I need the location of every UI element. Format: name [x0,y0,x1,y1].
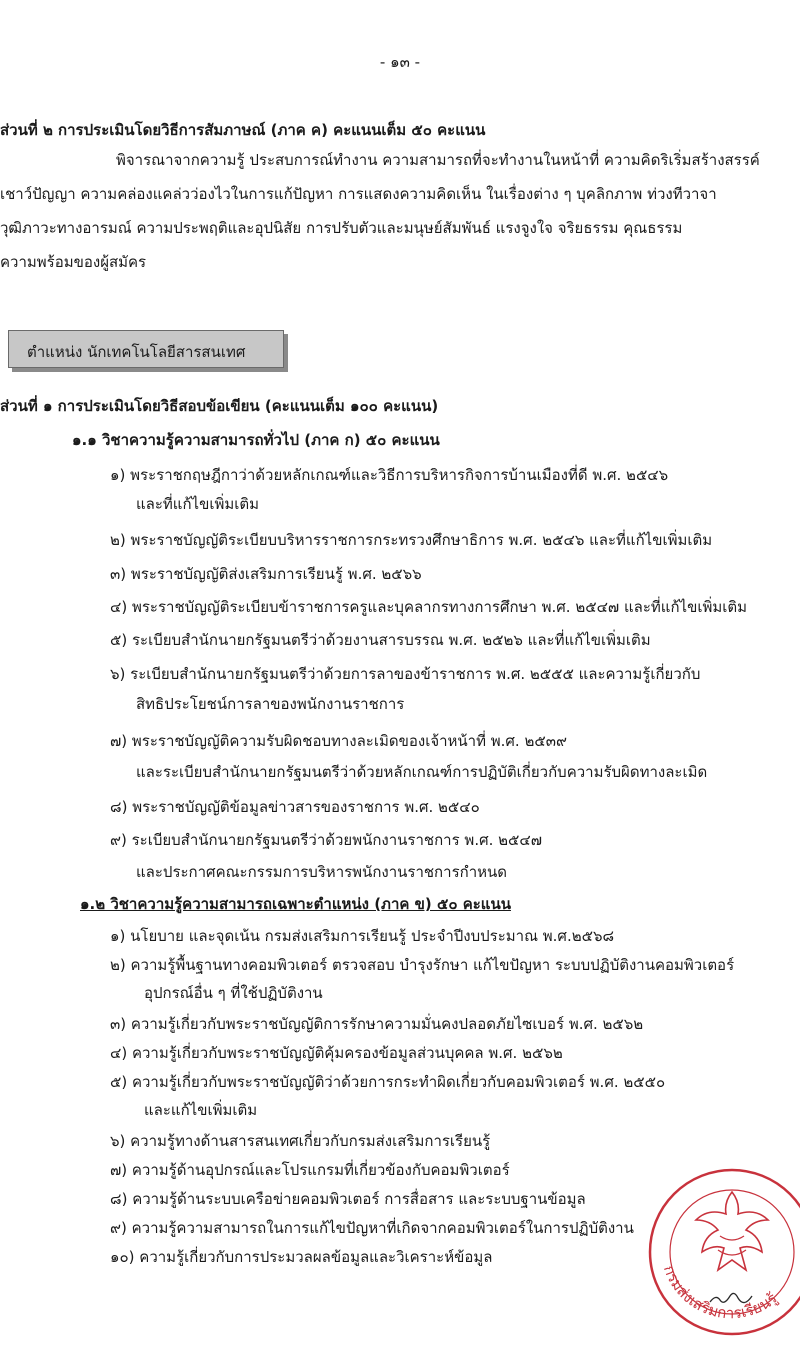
sub2-item-2-cont: อุปกรณ์อื่น ๆ ที่ใช้ปฏิบัติงาน [144,984,323,1002]
official-seal-icon [640,1160,800,1340]
sub2-heading: ๑.๒ วิชาความรู้ความสามารถเฉพาะตำแหน่ง (ภาค ข) ๕๐ คะแนน [80,895,511,913]
sub1-item-2: ๒) พระราชบัญญัติระเบียบบริหารราชการกระทรวงศึกษาธิการ พ.ศ. ๒๕๔๖ และที่แก้ไขเพิ่มเติม [110,531,713,549]
page-number: - ๑๓ - [379,53,421,71]
sub2-item-4: ๔) ความรู้เกี่ยวกับพระราชบัญญัติคุ้มครองข้อมูลส่วนบุคคล พ.ศ. ๒๕๖๒ [110,1044,563,1062]
sub1-item-9-cont: และประกาศคณะกรรมการบริหารพนักงานราชการกำหนด [136,863,508,881]
seal-text: กรมส่งเสริมการเรียนรู้ [659,1262,781,1323]
sub1-item-8: ๘) พระราชบัญญัติข้อมูลข่าวสารของราชการ พ.ศ. ๒๕๔๐ [110,798,480,816]
sub1-item-1-cont: และที่แก้ไขเพิ่มเติม [136,495,260,513]
sub1-item-9: ๙) ระเบียบสำนักนายกรัฐมนตรีว่าด้วยพนักงานราชการ พ.ศ. ๒๕๔๗ [110,831,543,849]
sub1-item-4: ๔) พระราชบัญญัติระเบียบข้าราชการครูและบุคลากรทางการศึกษา พ.ศ. ๒๕๔๗ และที่แก้ไขเพิ่มเติม [110,598,747,616]
sub1-item-6-cont: สิทธิประโยชน์การลาของพนักงานราชการ [136,695,405,713]
section1-heading: ส่วนที่ ๑ การประเมินโดยวิธีสอบข้อเขียน (คะแนนเต็ม ๑๐๐ คะแนน) [0,397,439,415]
sub1-item-7-cont: และระเบียบสำนักนายกรัฐมนตรีว่าด้วยหลักเกณฑ์การปฏิบัติเกี่ยวกับความรับผิดทางละเมิด [136,763,708,781]
section2-heading: ส่วนที่ ๒ การประเมินโดยวิธีการสัมภาษณ์ (ภาค ค) คะแนนเต็ม ๕๐ คะแนน [0,121,486,139]
sub2-item-3: ๓) ความรู้เกี่ยวกับพระราชบัญญัติการรักษาความมั่นคงปลอดภัยไซเบอร์ พ.ศ. ๒๕๖๒ [110,1015,644,1033]
signature-icon [710,1293,752,1302]
sub2-item-5: ๕) ความรู้เกี่ยวกับพระราชบัญญัติว่าด้วยการกระทำผิดเกี่ยวกับคอมพิวเตอร์ พ.ศ. ๒๕๕๐ [110,1073,666,1091]
sub2-item-6: ๖) ความรู้ทางด้านสารสนเทศเกี่ยวกับกรมส่งเสริมการเรียนรู้ [110,1132,491,1150]
sub1-item-5: ๕) ระเบียบสำนักนายกรัฐมนตรีว่าด้วยงานสารบรรณ พ.ศ. ๒๕๒๖ และที่แก้ไขเพิ่มเติม [110,631,651,649]
sub1-item-7: ๗) พระราชบัญญัติความรับผิดชอบทางละเมิดของเจ้าหน้าที่ พ.ศ. ๒๕๓๙ [110,732,567,750]
sub1-heading: ๑.๑ วิชาความรู้ความสามารถทั่วไป (ภาค ก) ๕๐ คะแนน [72,431,440,449]
sub1-item-3: ๓) พระราชบัญญัติส่งเสริมการเรียนรู้ พ.ศ. ๒๕๖๖ [110,565,422,583]
sub2-item-1: ๑) นโยบาย และจุดเน้น กรมส่งเสริมการเรียนรู้ ประจำปีงบประมาณ พ.ศ.๒๕๖๘ [110,927,615,945]
sub1-item-1: ๑) พระราชกฤษฎีกาว่าด้วยหลักเกณฑ์และวิธีการบริหารกิจการบ้านเมืองที่ดี พ.ศ. ๒๕๔๖ [110,466,669,484]
section2-line-4: ความพร้อมของผู้สมัคร [0,253,147,271]
section2-line-1: พิจารณาจากความรู้ ประสบการณ์ทำงาน ความสามารถที่จะทำงานในหน้าที่ ความคิดริเริ่มสร้างสรรค์ [116,151,760,169]
sub2-item-10: ๑๐) ความรู้เกี่ยวกับการประมวลผลข้อมูลและวิเคราะห์ข้อมูล [110,1248,493,1266]
position-title: ตำแหน่ง นักเทคโนโลยีสารสนเทศ [27,343,246,361]
section2-line-3: วุฒิภาวะทางอารมณ์ ความประพฤติและอุปนิสัย การปรับตัวและมนุษย์สัมพันธ์ แรงจูงใจ จริยธรรม คุณธรรม [0,219,683,237]
sub2-item-7: ๗) ความรู้ด้านอุปกรณ์และโปรแกรมที่เกี่ยวข้องกับคอมพิวเตอร์ [110,1161,510,1179]
sub1-item-6: ๖) ระเบียบสำนักนายกรัฐมนตรีว่าด้วยการลาของข้าราชการ พ.ศ. ๒๕๕๕ และความรู้เกี่ยวกับ [110,665,701,683]
sub2-item-2: ๒) ความรู้พื้นฐานทางคอมพิวเตอร์ ตรวจสอบ บำรุงรักษา แก้ไขปัญหา ระบบปฏิบัติงานคอมพิวเตอร์ [110,956,735,974]
position-box [8,330,284,368]
section2-line-2: เชาว์ปัญญา ความคล่องแคล่วว่องไวในการแก้ปัญหา การแสดงความคิดเห็น ในเรื่องต่าง ๆ บุคลิกภาพ ท่วงทีวาจา [0,185,717,203]
sub2-item-5-cont: และแก้ไขเพิ่มเติม [144,1101,258,1119]
sub2-item-8: ๘) ความรู้ด้านระบบเครือข่ายคอมพิวเตอร์ การสื่อสาร และระบบฐานข้อมูล [110,1190,586,1208]
sub2-item-9: ๙) ความรู้ความสามารถในการแก้ไขปัญหาที่เกิดจากคอมพิวเตอร์ในการปฏิบัติงาน [110,1219,634,1237]
